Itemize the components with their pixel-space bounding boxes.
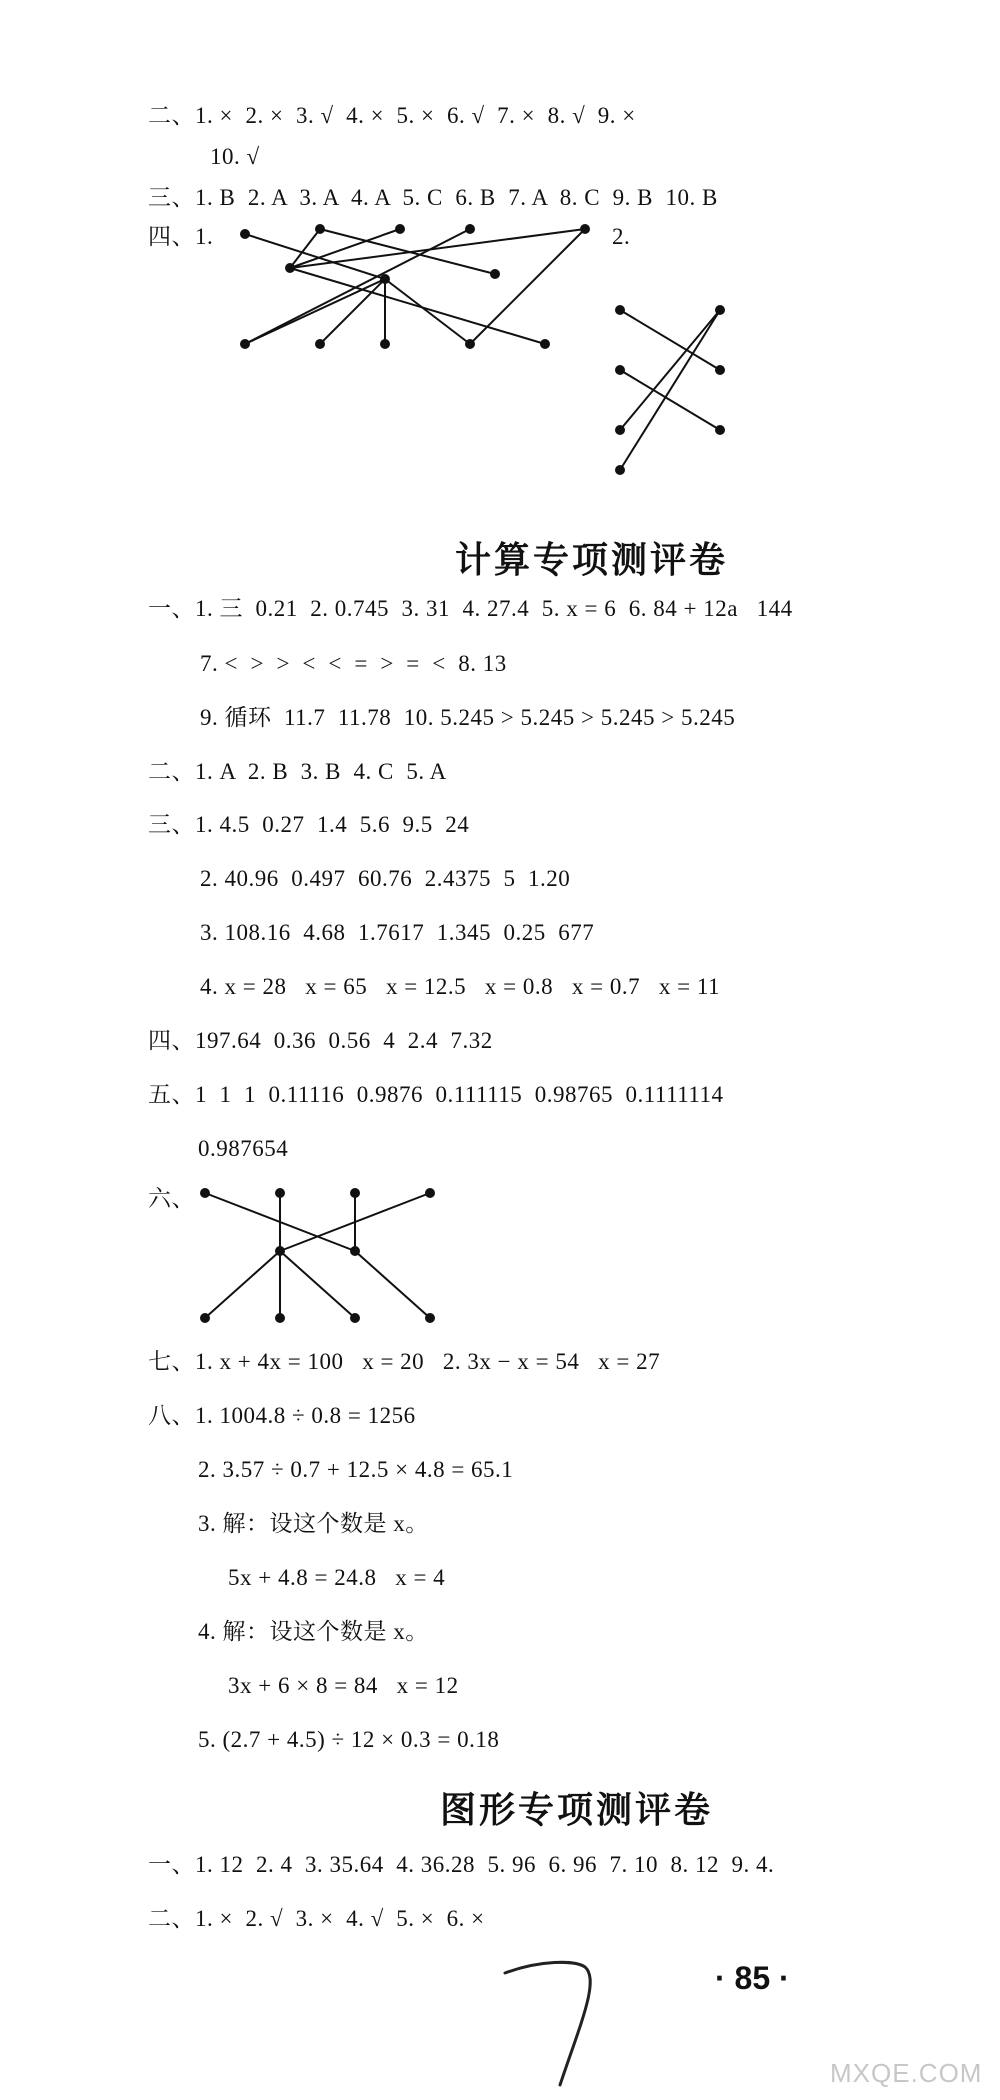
answer-line: 5. (2.7 + 4.5) ÷ 12 × 0.3 = 0.18 — [198, 1727, 500, 1752]
watermark: MXQE.COM — [830, 2058, 983, 2088]
answer-line: 五、1 1 1 0.11116 0.9876 0.111115 0.98765 0.1111114 — [148, 1082, 724, 1107]
matching-diagram-3 — [195, 1188, 445, 1328]
answer-line: 三、1. 4.5 0.27 1.4 5.6 9.5 24 — [148, 812, 470, 837]
answer-line: 三、1. B 2. A 3. A 4. A 5. C 6. B 7. A 8. C 9. B 10. B — [148, 185, 718, 210]
answer-line: 一、1. 12 2. 4 3. 35.64 4. 36.28 5. 96 6. 96 7. 10 8. 12 9. 4. — [148, 1852, 775, 1877]
answer-line: 10. √ — [210, 144, 260, 169]
answer-line: 2. — [612, 224, 631, 249]
handwritten-mark — [500, 1955, 620, 2095]
answer-line: 2. 40.96 0.497 60.76 2.4375 5 1.20 — [200, 866, 571, 891]
answer-line: 3. 解：设这个数是 x。 — [198, 1511, 429, 1536]
matching-diagram-2 — [610, 305, 730, 475]
answer-line: 八、1. 1004.8 ÷ 0.8 = 1256 — [148, 1403, 416, 1428]
answer-line: 7. < > > < < = > = < 8. 13 — [200, 651, 507, 676]
answer-line: 四、1. — [148, 224, 214, 249]
answer-line: 二、1. A 2. B 3. B 4. C 5. A — [148, 759, 447, 784]
section-title-calc: 计算专项测评卷 — [455, 540, 729, 581]
answer-line: 3x + 6 × 8 = 84 x = 12 — [228, 1673, 459, 1698]
answer-line: 二、1. × 2. √ 3. × 4. √ 5. × 6. × — [148, 1906, 485, 1931]
answer-line: 9. 循环 11.7 11.78 10. 5.245 > 5.245 > 5.245 > 5.245 — [200, 705, 736, 730]
answer-line: 六、 — [148, 1186, 195, 1211]
answer-line: 3. 108.16 4.68 1.7617 1.345 0.25 677 — [200, 920, 595, 945]
matching-diagram-1 — [230, 224, 590, 354]
answer-line: 二、1. × 2. × 3. √ 4. × 5. × 6. √ 7. × 8. √ 9. × — [148, 103, 636, 128]
answer-line: 四、197.64 0.36 0.56 4 2.4 7.32 — [148, 1028, 493, 1053]
answer-line: 七、1. x + 4x = 100 x = 20 2. 3x − x = 54 x = 27 — [148, 1349, 661, 1374]
answer-line: 4. 解：设这个数是 x。 — [198, 1619, 429, 1644]
answer-line: 5x + 4.8 = 24.8 x = 4 — [228, 1565, 446, 1590]
answer-line: 2. 3.57 ÷ 0.7 + 12.5 × 4.8 = 65.1 — [198, 1457, 514, 1482]
section-title-geom: 图形专项测评卷 — [440, 1790, 714, 1831]
answer-line: 0.987654 — [198, 1136, 289, 1161]
page-number: · 85 · — [715, 1960, 790, 1996]
answer-line: 一、1. 三 0.21 2. 0.745 3. 31 4. 27.4 5. x = 6 6. 84 + 12a 144 — [148, 596, 793, 621]
answer-line: 4. x = 28 x = 65 x = 12.5 x = 0.8 x = 0.7 x = 11 — [200, 974, 720, 999]
